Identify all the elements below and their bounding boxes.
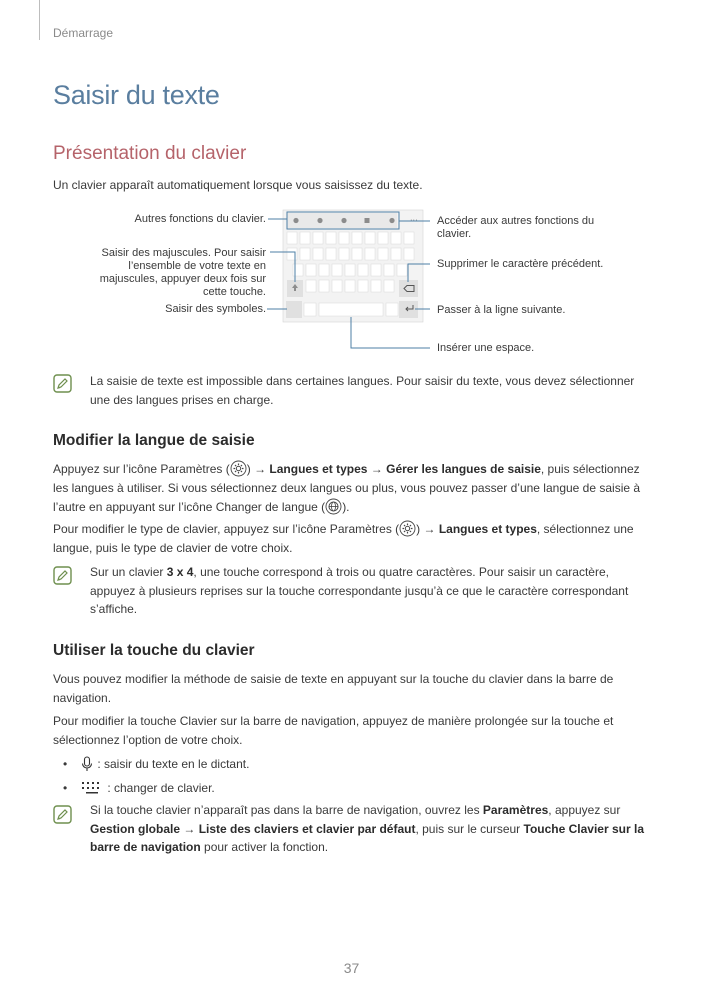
keyboard-button-paragraph-1: Vous pouvez modifier la méthode de saisie de texte en appuyant sur la touche du clavier dans la barre de navigation. bbox=[53, 672, 614, 705]
note-icon bbox=[53, 374, 72, 393]
settings-icon bbox=[389, 218, 394, 223]
note-language-support: La saisie de texte est impossible dans certaines langues. Pour saisir du texte, vous devez sélectionner une des langues prises en charge. bbox=[90, 374, 635, 407]
gear-icon bbox=[399, 520, 416, 537]
callout-caps-line-4: cette touche. bbox=[203, 286, 266, 298]
callout-delete: Supprimer le caractère précédent. bbox=[437, 258, 604, 270]
section-heading-language: Modifier la langue de saisie bbox=[53, 432, 255, 449]
bullet-keyboard: : changer de clavier. bbox=[80, 779, 215, 797]
callout-caps-line-2: l’ensemble de votre texte en bbox=[128, 260, 266, 272]
callout-access-line-1: Accéder aux autres fonctions du bbox=[437, 215, 595, 227]
space-key bbox=[319, 303, 383, 316]
symbols-key bbox=[286, 301, 302, 318]
page-title: Saisir du texte bbox=[53, 80, 220, 110]
bullet-dot: • bbox=[63, 757, 68, 771]
language-paragraph-1: Appuyez sur l’icône Paramètres ( ) → Langues et types → Gérer les langues de saisie, puis sélectionnez les langues à utiliser. Si vous sélectionnez deux langues ou plus, vous pouvez passer d’une langue de saisie à l’autre en appuyant sur l’icône Changer de langue ( ). bbox=[53, 462, 641, 514]
note-icon bbox=[53, 805, 72, 824]
note-3x4-keyboard: Sur un clavier 3 x 4, une touche correspond à trois ou quatre caractères. Pour saisir un caractère, appuyez à plusieurs reprises sur la touche correspondante jusqu’à ce que le caractère correspondant s’affiche. bbox=[90, 565, 629, 616]
intro-paragraph: Un clavier apparaît automatiquement lorsque vous saisissez du texte. bbox=[53, 178, 423, 192]
callout-caps-line-1: Saisir des majuscules. Pour saisir bbox=[101, 247, 266, 259]
page-number: 37 bbox=[343, 960, 360, 976]
bullet-microphone: : saisir du texte en le dictant. bbox=[80, 755, 249, 773]
callout-symbols: Saisir des symboles. bbox=[165, 303, 266, 315]
note-keyboard-button-settings: Si la touche clavier n’apparaît pas dans la barre de navigation, ouvrez les Paramètres, appuyez sur Gestion globale → Liste des claviers et clavier par défaut, puis sur le curseur Touche Clavier sur la barre de navigation pour activer la fonction. bbox=[90, 803, 645, 854]
callout-newline: Passer à la ligne suivante. bbox=[437, 304, 566, 316]
microphone-icon bbox=[80, 756, 94, 772]
bullet-dot: • bbox=[63, 781, 68, 795]
note-icon bbox=[53, 566, 72, 585]
callout-other-functions: Autres fonctions du clavier. bbox=[134, 213, 266, 225]
callout-space: Insérer une espace. bbox=[437, 342, 535, 354]
section-label: Démarrage bbox=[53, 26, 114, 40]
gear-icon bbox=[230, 460, 247, 477]
keyboard-icon bbox=[80, 780, 104, 796]
gif-icon bbox=[341, 218, 346, 223]
globe-icon bbox=[325, 498, 342, 515]
section-heading-keyboard: Présentation du clavier bbox=[53, 143, 247, 164]
language-paragraph-2: Pour modifier le type de clavier, appuyez sur l’icône Paramètres ( ) → Langues et types, sélectionnez une langue, puis le type de clavier de votre choix. bbox=[53, 522, 634, 555]
more-icon: ··· bbox=[410, 216, 418, 225]
delete-key bbox=[399, 280, 418, 297]
sticker-icon bbox=[317, 218, 322, 223]
callout-access-line-2: clavier. bbox=[437, 228, 472, 240]
clipboard-icon bbox=[365, 218, 370, 223]
callout-caps-line-3: majuscules, appuyer deux fois sur bbox=[99, 273, 266, 285]
section-heading-keyboard-button: Utiliser la touche du clavier bbox=[53, 642, 255, 659]
emoji-icon bbox=[293, 218, 298, 223]
keyboard-button-paragraph-2: Pour modifier la touche Clavier sur la barre de navigation, appuyez de manière prolongée sur la touche et sélectionnez l’option de votre choix. bbox=[53, 714, 614, 747]
